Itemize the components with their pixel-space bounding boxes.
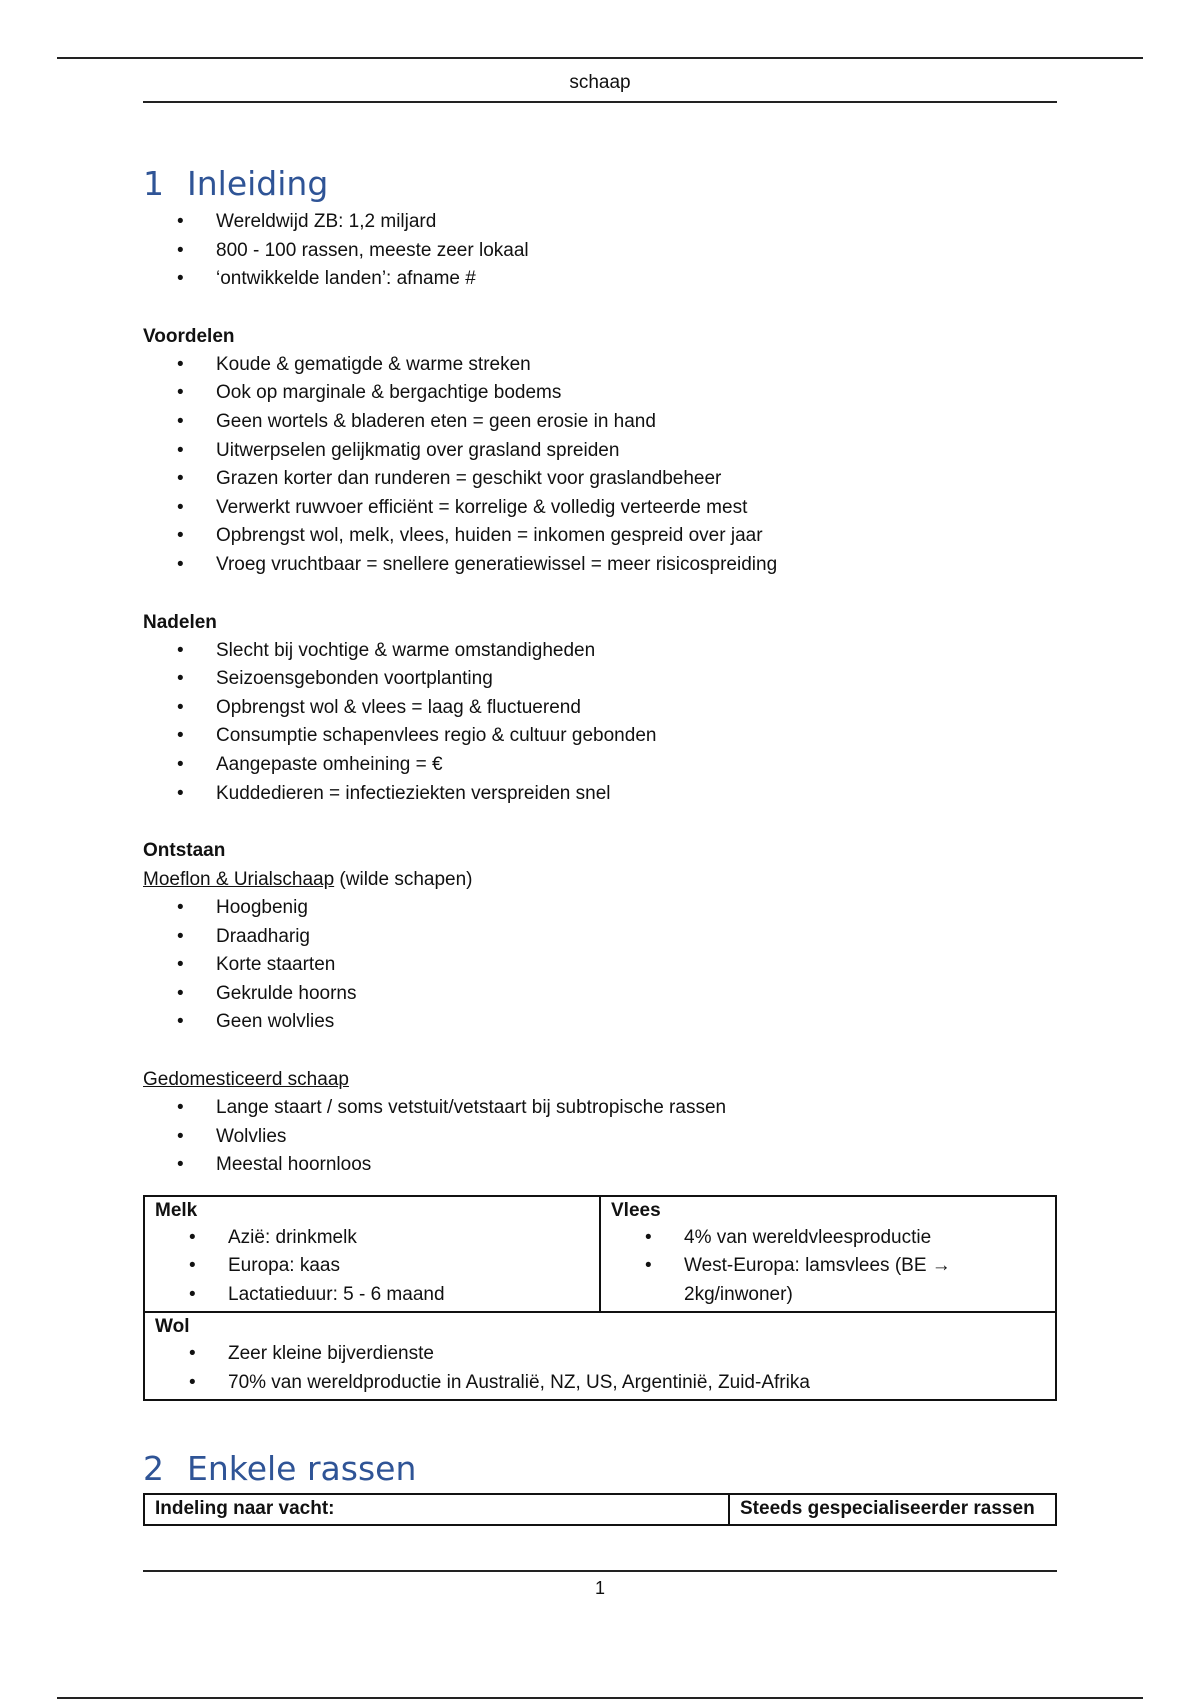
- wild-sheep-note: (wilde schapen): [334, 869, 473, 891]
- footer-rule: [143, 1570, 1057, 1572]
- list-item: • Koude & gematigde & warme streken: [143, 351, 1057, 380]
- list-item: • Opbrengst wol, melk, vlees, huiden = inkomen gespreid over jaar: [143, 522, 1057, 551]
- wol-list: [155, 1340, 1045, 1397]
- wild-sheep-title: [143, 865, 1057, 894]
- page-top-rule: [57, 57, 1143, 59]
- section-1-heading: [143, 160, 1057, 208]
- document-body: [143, 160, 1057, 1526]
- wild-sheep-list: [143, 894, 1057, 1037]
- vlees-heading: Vlees: [611, 1199, 661, 1221]
- list-item: • 800 - 100 rassen, meeste zeer lokaal: [143, 237, 1057, 266]
- domestic-sheep-name: Gedomesticeerd schaap: [143, 1069, 349, 1091]
- list-item: • Gekrulde hoorns: [143, 980, 1057, 1009]
- list-item: • Azië: drinkmelk: [155, 1224, 589, 1253]
- list-item: • 4% van wereldvleesproductie: [611, 1224, 1045, 1253]
- voordelen-heading: Voordelen: [143, 325, 235, 347]
- header-rule: [143, 101, 1057, 103]
- wol-heading: Wol: [155, 1316, 190, 1338]
- list-item: • Vroeg vruchtbaar = snellere generatiewissel = meer risicospreiding: [143, 551, 1057, 580]
- list-item: • Geen wortels & bladeren eten = geen erosie in hand: [143, 408, 1057, 437]
- rassen-table-left-header: Indeling naar vacht:: [144, 1494, 729, 1525]
- wild-sheep-name: Moeflon & Urialschaap: [143, 869, 335, 891]
- rassen-table: [143, 1493, 1057, 1526]
- list-item: • Ook op marginale & bergachtige bodems: [143, 379, 1057, 408]
- list-item: • Europa: kaas: [155, 1252, 589, 1281]
- list-item: • Geen wolvlies: [143, 1008, 1057, 1037]
- section-2-heading: [143, 1445, 1057, 1493]
- melk-heading: Melk: [155, 1199, 198, 1221]
- list-item: • Seizoensgebonden voortplanting: [143, 665, 1057, 694]
- list-item: • Korte staarten: [143, 951, 1057, 980]
- list-item: • Lange staart / soms vetstuit/vetstaart bij subtropische rassen: [143, 1094, 1057, 1123]
- list-item: • Grazen korter dan runderen = geschikt voor graslandbeheer: [143, 465, 1057, 494]
- list-item: • Opbrengst wol & vlees = laag & fluctuerend: [143, 694, 1057, 723]
- list-item: • Uitwerpselen gelijkmatig over grasland spreiden: [143, 437, 1057, 466]
- list-item: • Wolvlies: [143, 1123, 1057, 1152]
- list-item: • Draadharig: [143, 923, 1057, 952]
- page-bottom-rule: [57, 1697, 1143, 1699]
- list-item: • Hoogbenig: [143, 894, 1057, 923]
- list-item: • Meestal hoornloos: [143, 1151, 1057, 1180]
- list-item: • Consumptie schapenvlees regio & cultuur gebonden: [143, 722, 1057, 751]
- products-table: [143, 1195, 1057, 1402]
- domestic-sheep-list: [143, 1094, 1057, 1180]
- list-item: • Aangepaste omheining = €: [143, 751, 1057, 780]
- section-title: Inleiding: [187, 164, 329, 203]
- wol-cell: [144, 1312, 1056, 1400]
- list-item: • ‘ontwikkelde landen’: afname #: [143, 265, 1057, 294]
- rassen-table-right-header: Steeds gespecialiseerder rassen: [729, 1494, 1056, 1525]
- list-item: • West-Europa: lamsvlees (BE → 2kg/inwoner): [611, 1252, 1045, 1309]
- nadelen-heading: Nadelen: [143, 611, 217, 633]
- melk-cell: [144, 1196, 600, 1313]
- melk-list: [155, 1224, 589, 1310]
- list-item: • Lactatieduur: 5 - 6 maand: [155, 1281, 589, 1310]
- ontstaan-heading: Ontstaan: [143, 840, 226, 862]
- list-item: • 70% van wereldproductie in Australië, NZ, US, Argentinië, Zuid-Afrika: [155, 1369, 1045, 1398]
- voordelen-list: [143, 351, 1057, 580]
- list-item: • Verwerkt ruwvoer efficiënt = korrelige & volledig verteerde mest: [143, 494, 1057, 523]
- list-item: • Kuddedieren = infectieziekten verspreiden snel: [143, 780, 1057, 809]
- section-number: 1: [143, 164, 164, 203]
- section-title: Enkele rassen: [187, 1449, 417, 1489]
- list-item: • Zeer kleine bijverdienste: [155, 1340, 1045, 1369]
- nadelen-list: [143, 637, 1057, 809]
- list-item: • Wereldwijd ZB: 1,2 miljard: [143, 208, 1057, 237]
- vlees-list: [611, 1224, 1045, 1310]
- domestic-sheep-title: [143, 1065, 1057, 1094]
- page-number: 1: [594, 1578, 605, 1598]
- intro-list: [143, 208, 1057, 294]
- page-header: schaap: [569, 72, 631, 93]
- list-item: • Slecht bij vochtige & warme omstandigheden: [143, 637, 1057, 666]
- section-number: 2: [143, 1449, 164, 1489]
- vlees-cell: [600, 1196, 1056, 1313]
